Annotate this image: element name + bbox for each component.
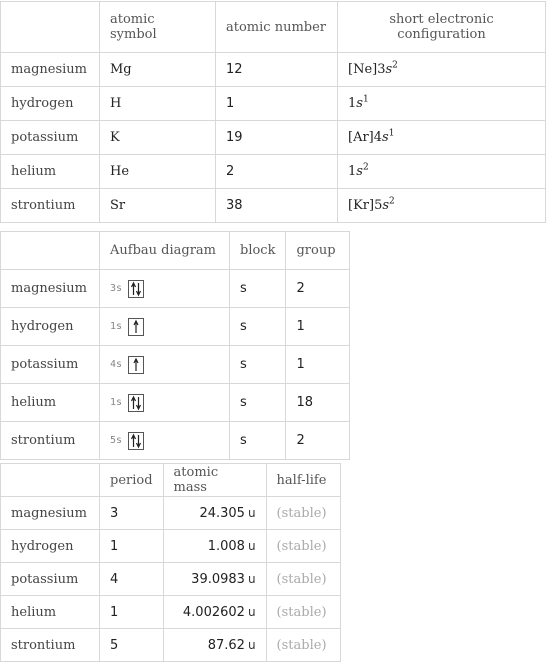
config-core: [Kr]5 <box>348 198 383 213</box>
block-cell: s <box>230 422 286 460</box>
column-header: atomic symbol <box>100 2 216 53</box>
mass-unit: u <box>247 505 256 520</box>
row-header: magnesium <box>1 270 100 308</box>
spin-up-arrow-icon <box>132 435 136 447</box>
mass-value: 24.305 <box>199 505 245 521</box>
config-core: 1 <box>348 96 357 111</box>
column-header: block <box>230 232 286 270</box>
atomic-number-cell: 38 <box>216 189 338 223</box>
config-exponent: 2 <box>392 60 398 71</box>
config-exponent: 2 <box>389 196 395 207</box>
table-row <box>1 87 546 121</box>
block-cell: s <box>230 270 286 308</box>
mass-value: 4.002602 <box>182 604 245 620</box>
column-header: short electronic configuration <box>338 2 546 53</box>
aufbau-diagram-cell <box>100 308 230 346</box>
half-life-cell: (stable) <box>266 497 340 530</box>
atomic-symbol-cell: H <box>100 87 216 121</box>
table-row <box>1 497 341 530</box>
mass-unit: u <box>247 637 256 652</box>
orbital-box-icon <box>128 356 144 374</box>
atomic-symbol-cell: Mg <box>100 53 216 87</box>
atomic-symbol-cell: Sr <box>100 189 216 223</box>
atomic-mass-cell <box>163 563 266 596</box>
electron-config-cell <box>338 189 546 223</box>
row-header: strontium <box>1 422 100 460</box>
row-header: strontium <box>1 189 100 223</box>
orbital-label: 1s <box>110 397 123 408</box>
block-cell: s <box>230 384 286 422</box>
spin-up-arrow-icon <box>132 397 136 409</box>
block-cell: s <box>230 308 286 346</box>
aufbau-diagram-cell <box>100 270 230 308</box>
table-row <box>1 346 350 384</box>
row-header: magnesium <box>1 497 100 530</box>
atomic-mass-cell <box>163 596 266 629</box>
column-header: atomic number <box>216 2 338 53</box>
electron-config-cell <box>338 87 546 121</box>
column-header: Aufbau diagram <box>100 232 230 270</box>
table-row <box>1 384 350 422</box>
table-header-row <box>1 2 546 53</box>
table-row <box>1 308 350 346</box>
table-header-row <box>1 464 341 497</box>
half-life-cell: (stable) <box>266 530 340 563</box>
row-header: helium <box>1 596 100 629</box>
period-cell: 5 <box>100 629 164 662</box>
group-cell: 2 <box>286 270 350 308</box>
table-row <box>1 270 350 308</box>
half-life-cell: (stable) <box>266 629 340 662</box>
config-orbital: s <box>385 62 393 77</box>
group-cell: 1 <box>286 308 350 346</box>
electron-config-table <box>0 1 546 223</box>
electron-config-cell <box>338 155 546 189</box>
row-header: hydrogen <box>1 530 100 563</box>
config-exponent: 2 <box>362 162 369 173</box>
orbital-box-icon <box>128 280 144 298</box>
atomic-mass-cell <box>163 530 266 563</box>
orbital-label: 3s <box>110 283 123 294</box>
config-core: 1 <box>348 164 357 179</box>
block-cell: s <box>230 346 286 384</box>
column-header: atomic mass <box>163 464 266 497</box>
period-cell: 1 <box>100 596 164 629</box>
group-cell: 18 <box>286 384 350 422</box>
electron-config-cell <box>338 121 546 155</box>
orbital-box-icon <box>128 432 144 450</box>
electron-config-cell <box>338 53 546 87</box>
row-header: potassium <box>1 121 100 155</box>
table-row <box>1 596 341 629</box>
config-orbital: s <box>382 130 389 145</box>
row-header: hydrogen <box>1 308 100 346</box>
config-orbital: s <box>356 96 363 111</box>
mass-unit: u <box>247 604 256 619</box>
period-cell: 4 <box>100 563 164 596</box>
half-life-cell: (stable) <box>266 596 340 629</box>
mass-table <box>0 463 341 662</box>
atomic-number-cell: 2 <box>216 155 338 189</box>
atomic-number-cell: 12 <box>216 53 338 87</box>
column-header: group <box>286 232 350 270</box>
spin-down-arrow-icon <box>137 397 141 409</box>
orbital-label: 1s <box>110 321 123 332</box>
atomic-symbol-cell: K <box>100 121 216 155</box>
row-header: potassium <box>1 346 100 384</box>
corner-cell <box>1 232 100 270</box>
config-exponent: 1 <box>362 94 369 105</box>
atomic-number-cell: 19 <box>216 121 338 155</box>
row-header: potassium <box>1 563 100 596</box>
row-header: helium <box>1 384 100 422</box>
config-orbital: s <box>356 164 363 179</box>
column-header: half-life <box>266 464 340 497</box>
corner-cell <box>1 464 100 497</box>
aufbau-diagram-cell <box>100 422 230 460</box>
table-row <box>1 155 546 189</box>
table-row <box>1 563 341 596</box>
table-row <box>1 121 546 155</box>
atomic-number-cell: 1 <box>216 87 338 121</box>
aufbau-diagram-cell <box>100 346 230 384</box>
spin-up-arrow-icon <box>132 283 136 295</box>
aufbau-table <box>0 231 350 460</box>
aufbau-diagram-cell <box>100 384 230 422</box>
atomic-symbol-cell: He <box>100 155 216 189</box>
period-cell: 1 <box>100 530 164 563</box>
config-orbital: s <box>382 198 390 213</box>
corner-cell <box>1 2 100 53</box>
table-header-row <box>1 232 350 270</box>
table-row <box>1 53 546 87</box>
table-row <box>1 530 341 563</box>
spin-up-arrow-icon <box>134 359 138 371</box>
mass-value: 1.008 <box>207 538 245 554</box>
atomic-mass-cell <box>163 497 266 530</box>
config-exponent: 1 <box>388 128 395 139</box>
row-header: hydrogen <box>1 87 100 121</box>
orbital-label: 4s <box>110 359 123 370</box>
row-header: strontium <box>1 629 100 662</box>
group-cell: 1 <box>286 346 350 384</box>
config-core: [Ne]3 <box>348 62 386 77</box>
table-row <box>1 189 546 223</box>
orbital-box-icon <box>128 394 144 412</box>
spin-up-arrow-icon <box>134 321 138 333</box>
table-row <box>1 422 350 460</box>
spin-down-arrow-icon <box>137 283 141 295</box>
half-life-cell: (stable) <box>266 563 340 596</box>
mass-value: 39.0983 <box>191 571 245 587</box>
spin-down-arrow-icon <box>137 435 141 447</box>
row-header: helium <box>1 155 100 189</box>
group-cell: 2 <box>286 422 350 460</box>
mass-unit: u <box>247 571 256 586</box>
orbital-label: 5s <box>110 435 123 446</box>
column-header: period <box>100 464 164 497</box>
mass-unit: u <box>247 538 256 553</box>
orbital-box-icon <box>128 318 144 336</box>
atomic-mass-cell <box>163 629 266 662</box>
config-core: [Ar]4 <box>348 130 383 145</box>
table-row <box>1 629 341 662</box>
row-header: magnesium <box>1 53 100 87</box>
mass-value: 87.62 <box>207 637 245 653</box>
period-cell: 3 <box>100 497 164 530</box>
